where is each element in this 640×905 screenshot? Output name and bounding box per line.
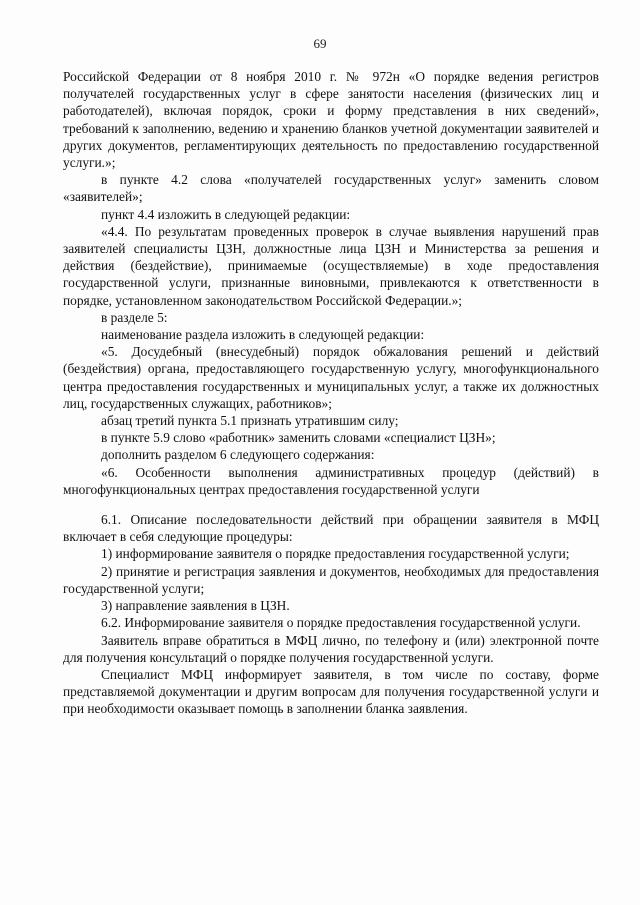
paragraph-clause-4-4-intro: пункт 4.4 изложить в следующей редакции: xyxy=(101,206,351,222)
paragraph-order-reference: Российской Федерации от 8 ноября 2010 г. № 972н «О порядке ведения регистров получателей государственных услуг в сфере занятости населения (физических лиц и работодателей), включая порядок, сроки и форму представления в них сведений», требований к заполнению, ведению и хранению бланков учетной документации заявителей и других документов, регламентирующих деятельность по предоставлению государственной услуги.»; xyxy=(63,69,599,171)
paragraph-section-6-intro: дополнить разделом 6 следующего содержания: xyxy=(101,447,375,463)
page-number: 69 xyxy=(313,36,327,51)
paragraph-section-5-intro: в разделе 5: xyxy=(101,309,168,325)
paragraph-procedure-1: 1) информирование заявителя о порядке предоставления государственной услуги; xyxy=(101,546,570,562)
paragraph-procedure-2: 2) принятие и регистрация заявления и документов, необходимых для предоставления государственной услуги; xyxy=(63,563,599,596)
paragraph-section-6-title: «6. Особенности выполнения административных процедур (действий) в многофункциональных центрах предоставления государственной услуги xyxy=(63,464,599,497)
paragraph-clause-6-2: 6.2. Информирование заявителя о порядке предоставления государственной услуги. xyxy=(101,615,581,631)
paragraph-clause-4-2: в пункте 4.2 слова «получателей государственных услуг» заменить словом «заявителей»; xyxy=(63,172,599,205)
paragraph-clause-5-9: в пункте 5.9 слово «работник» заменить словами «специалист ЦЗН»; xyxy=(101,430,496,446)
paragraph-procedure-3: 3) направление заявления в ЦЗН. xyxy=(101,598,290,614)
paragraph-clause-5-1: абзац третий пункта 5.1 признать утратившим силу; xyxy=(101,413,399,429)
paragraph-applicant-contact: Заявитель вправе обратиться в МФЦ лично, по телефону и (или) электронной почте для получения консультаций о порядке получения государственной услуги. xyxy=(63,632,599,665)
paragraph-section-5-title-intro: наименование раздела изложить в следующей редакции: xyxy=(101,327,425,343)
paragraph-clause-6-1: 6.1. Описание последовательности действий при обращении заявителя в МФЦ включает в себя следующие процедуры: xyxy=(63,512,599,545)
paragraph-specialist-info: Специалист МФЦ информирует заявителя, в том числе по составу, форме представляемой документации и другим вопросам для получения государственной услуги и при необходимости оказывает помощь в заполнении бланка заявления. xyxy=(63,666,599,717)
paragraph-section-5-title: «5. Досудебный (внесудебный) порядок обжалования решений и действий (бездействия) органа, предоставляющего государственную услугу, многофункционального центра предоставления государственных и муниципальных услуг, а также их должностных лиц, государственных служащих, работников»; xyxy=(63,344,599,411)
paragraph-clause-4-4-text: «4.4. По результатам проведенных проверок в случае выявления нарушений прав заявителей специалисты ЦЗН, должностные лица ЦЗН и Министерства за решения и действия (бездействие), принимаемые (осуществляемые) в ходе предоставления государственной услуги, признанные виновными, привлекаются к ответственности в порядке, установленном законодательством Российской Федерации.»; xyxy=(63,223,599,308)
document-body xyxy=(63,68,599,718)
